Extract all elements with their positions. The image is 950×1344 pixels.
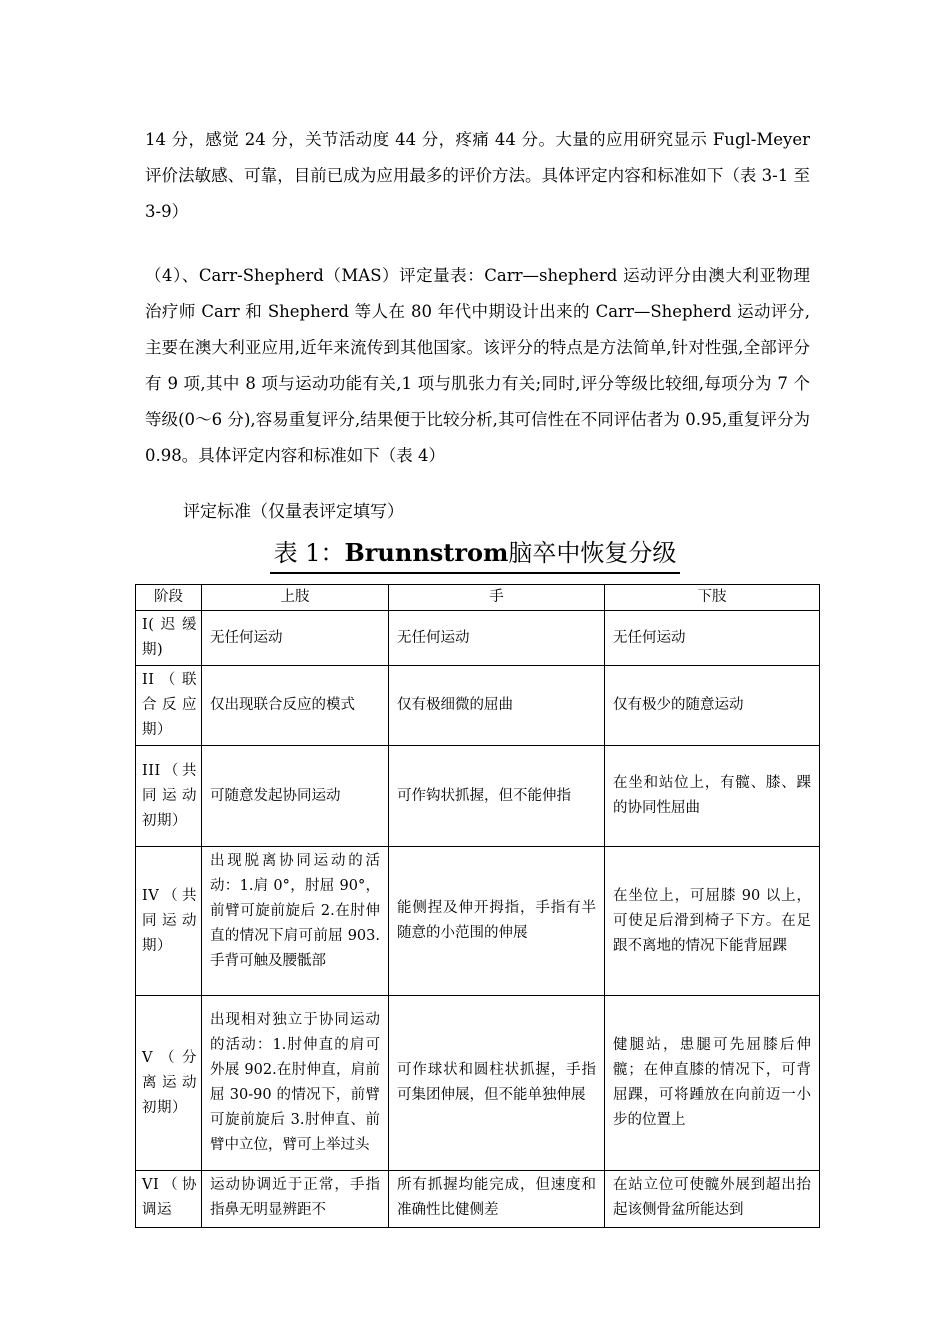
- cell-upper-limb: 无任何运动: [202, 611, 389, 666]
- cell-lower-limb: 在坐和站位上，有髋、膝、踝的协同性屈曲: [605, 746, 820, 847]
- cell-hand: 仅有极细微的屈曲: [389, 666, 605, 746]
- cell-lower-limb: 仅有极少的随意运动: [605, 666, 820, 746]
- paragraph-carr-shepherd: （4）、Carr-Shepherd（MAS）评定量表：Carr—shepherd 运动评分由澳大利亚物理治疗师 Carr 和 Shepherd 等人在 80 年代中期设计出来的 Carr—Shepherd 运动评分,主要在澳大利亚应用,近年来流传到其他国家。该评分的特点是方法简单,针对性强,全部评分有 9 项,其中 8 项与运动功能有关,1 项与肌张力有关;同时,评分等级比较细,每项分为 7 个等级(0～6 分),容易重复评分,结果便于比较分析,其可信性在不同评估者为 0.95,重复评分为 0.98。具体评定内容和标准如下（表 4）: [145, 266, 810, 465]
- header-upper-limb: 上肢: [202, 585, 389, 611]
- cell-upper-limb: 出现相对独立于协同运动的活动：1.肘伸直的肩可外展 902.在肘伸直，肩前屈 30-90 的情况下，前臂可旋前旋后 3.肘伸直、前臂中立位，臂可上举过头: [202, 996, 389, 1171]
- cell-upper-limb: 可随意发起协同运动: [202, 746, 389, 847]
- table-row: [136, 746, 820, 847]
- table-title: [0, 535, 950, 574]
- table-title-suffix: 脑卒中恢复分级: [508, 539, 677, 567]
- cell-stage: I(迟缓期): [136, 611, 202, 666]
- paragraph-fugl-meyer: 14 分，感觉 24 分，关节活动度 44 分，疼痛 44 分。大量的应用研究显示 Fugl-Meyer 评价法敏感、可靠，目前已成为应用最多的评价方法。具体评定内容和标准如下（表 3-1 至 3-9）: [145, 130, 810, 221]
- cell-stage: IV（共同运动期）: [136, 847, 202, 996]
- paragraph-criteria: 评定标准（仅量表评定填写）: [183, 502, 404, 522]
- table-title-bold: Brunnstrom: [344, 538, 509, 567]
- cell-lower-limb: 在站立位可使髋外展到超出抬起该侧骨盆所能达到: [605, 1171, 820, 1228]
- table-row: [136, 666, 820, 746]
- table-row: [136, 611, 820, 666]
- table-title-prefix: 表 1：: [273, 539, 345, 567]
- brunnstrom-table: [135, 584, 820, 1228]
- cell-stage: V（分离运动初期）: [136, 996, 202, 1171]
- header-lower-limb: 下肢: [605, 585, 820, 611]
- cell-hand: 可作钩状抓握，但不能伸指: [389, 746, 605, 847]
- cell-upper-limb: 仅出现联合反应的模式: [202, 666, 389, 746]
- cell-upper-limb: 运动协调近于正常，手指指鼻无明显辨距不: [202, 1171, 389, 1228]
- header-hand: 手: [389, 585, 605, 611]
- cell-upper-limb: 出现脱离协同运动的活动：1.肩 0°，肘屈 90°，前臂可旋前旋后 2.在肘伸直的情况下肩可前屈 903.手背可触及腰骶部: [202, 847, 389, 996]
- cell-stage: VI（协调运: [136, 1171, 202, 1228]
- cell-hand: 无任何运动: [389, 611, 605, 666]
- cell-lower-limb: 无任何运动: [605, 611, 820, 666]
- cell-stage: II（联合反应期）: [136, 666, 202, 746]
- cell-hand: 能侧捏及伸开拇指，手指有半随意的小范围的伸展: [389, 847, 605, 996]
- table-row: [136, 996, 820, 1171]
- header-stage: 阶段: [136, 585, 202, 611]
- cell-hand: 所有抓握均能完成，但速度和准确性比健侧差: [389, 1171, 605, 1228]
- cell-lower-limb: 健腿站，患腿可先屈膝后伸髋；在伸直膝的情况下，可背屈踝，可将踵放在向前迈一小步的位置上: [605, 996, 820, 1171]
- cell-stage: III（共同运动初期）: [136, 746, 202, 847]
- table-row: [136, 1171, 820, 1228]
- cell-hand: 可作球状和圆柱状抓握，手指可集团伸展，但不能单独伸展: [389, 996, 605, 1171]
- table-header-row: [136, 585, 820, 611]
- table-row: [136, 847, 820, 996]
- cell-lower-limb: 在坐位上，可屈膝 90 以上，可使足后滑到椅子下方。在足跟不离地的情况下能背屈踝: [605, 847, 820, 996]
